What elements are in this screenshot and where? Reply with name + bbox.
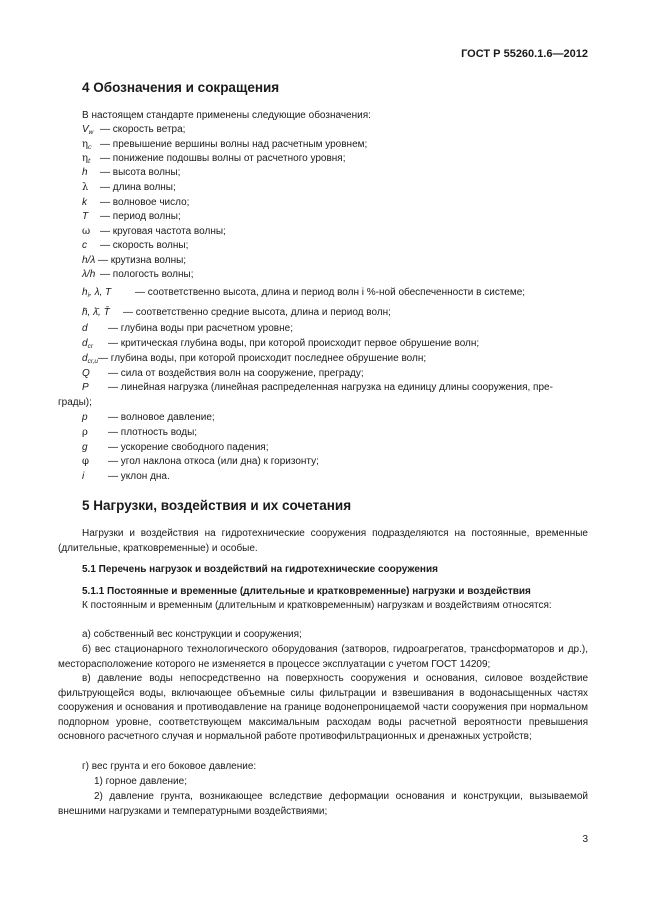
symbol-definition: — длина волны; [100, 182, 176, 193]
symbol [82, 367, 90, 381]
symbol-definition: — угол наклона откоса (или дна) к горизонту; [108, 456, 319, 467]
symbol-subscript: cr [87, 343, 93, 350]
symbol [82, 196, 87, 210]
symbol [82, 181, 88, 195]
symbol-main: d [82, 323, 88, 334]
symbol-definition: — скорость ветра; [100, 124, 186, 135]
symbol-subscript: c [88, 143, 92, 151]
symbol [82, 254, 95, 268]
section-4-title: 4 Обозначения и сокращения [82, 80, 280, 95]
subsection-5-1-1-title: 5.1.1 Постоянные и временные (длительные и кратковременные) нагрузки и воздействия [82, 586, 531, 597]
section-4-intro: В настоящем стандарте применены следующие обозначения: [82, 110, 371, 121]
symbol [82, 286, 111, 303]
section-5-title: 5 Нагрузки, воздействия и их сочетания [82, 498, 352, 513]
symbol-main: φ [82, 456, 90, 467]
symbol [82, 210, 88, 224]
symbol-main: ρ [82, 427, 88, 438]
symbol-main: h [82, 287, 88, 298]
symbol-main: ω [82, 226, 91, 237]
symbol-definition: — крутизна волны; [98, 255, 187, 266]
symbol-definition: — скорость волны; [100, 240, 189, 251]
section-5-intro: Нагрузки и воздействия на гидротехнические сооружения подразделяются на постоянные, временные (длительные, кратковременные) и особые. [58, 528, 588, 554]
symbol-main: h [82, 167, 88, 178]
symbol [82, 441, 88, 455]
symbol-main: T [82, 211, 89, 222]
symbol-main: h̄, λ̄, T̄ [82, 307, 110, 318]
symbol-main: d [82, 338, 88, 349]
symbol-main: g [82, 442, 88, 453]
symbol [82, 322, 88, 336]
list-item-g-1: 1) горное давление; [94, 776, 187, 787]
symbol-definition: — ускорение свободного падения; [108, 442, 269, 453]
symbol-subscript: t [88, 157, 91, 165]
symbol-definition: — уклон дна. [108, 471, 170, 482]
symbol-definition: — волновое давление; [108, 412, 215, 423]
symbol [82, 225, 90, 239]
standard-code-header: ГОСТ Р 55260.1.6—2012 [461, 48, 588, 60]
symbol-subscript: w [88, 129, 94, 136]
page-number: 3 [582, 834, 588, 845]
list-item-b: б) вес стационарного технологического оборудования (затворов, гидроагрегатов, трансформаторов и др.), месторасположение которого не изменяется в процессе эксплуатации с учетом ГОСТ 14209; [58, 644, 588, 670]
subsection-5-1-title: 5.1 Перечень нагрузок и воздействий на гидротехнические сооружения [82, 564, 438, 575]
symbol [82, 166, 88, 180]
list-item-g-2: 2) давление грунта, возникающее вследствие деформации основания и конструкции, вызываемой внешними нагрузками и температурными воздействиями; [58, 791, 588, 817]
symbol-main: k [82, 197, 87, 208]
list-item-v: в) давление воды непосредственно на поверхность сооружения и основания, силовое воздействие фильтрующейся воды, включающее объемные силы фильтрации и взвешивания в водонасыщенных частях сооружения и основания и противодавление на границе водонепроницаемой части сооружения при нормальном подпорном уровне, соответствующем максимальным расходам воды расчетной вероятности превышения основного расчетного случая и нормальной работе противофильтрационных и дренажных устройств; [58, 673, 588, 743]
symbol-definition: — линейная нагрузка (линейная распределенная нагрузка на единицу длины сооружения, пре- [108, 382, 553, 393]
symbol-subscript: i [87, 292, 90, 299]
symbol-main: η [82, 153, 88, 164]
symbol [82, 381, 89, 395]
symbol-definition: — глубина воды, при которой происходит последнее обрушение волн; [98, 353, 427, 364]
symbol-main: λ [82, 182, 89, 193]
symbol-main: λ/h [82, 269, 96, 280]
symbol-main: η [82, 139, 88, 150]
symbol-definition: — волновое число; [100, 197, 190, 208]
symbol-main: P [82, 382, 89, 393]
symbol-definition: — плотность воды; [108, 427, 198, 438]
symbol-definition: — пологость волны; [100, 269, 194, 280]
symbol-definition: — превышение вершины волны над расчетным уровнем; [100, 139, 368, 150]
symbol [82, 470, 84, 484]
symbol-definition: — соответственно высота, длина и период волн i %-ной обеспеченности в системе; [135, 287, 526, 298]
symbol-main: h/λ [82, 255, 96, 266]
symbol [82, 455, 89, 469]
symbol-main: Q [82, 368, 90, 379]
symbol-definition: — глубина воды при расчетном уровне; [108, 323, 293, 334]
symbol [82, 411, 88, 425]
symbol-main: i [82, 471, 85, 482]
symbol-definition: — круговая частота волны; [100, 226, 226, 237]
symbol-main: d [82, 353, 88, 364]
symbol-subscript: cr,u [87, 358, 99, 365]
symbol-definition: — сила от воздействия волн на сооружение, преграду; [108, 368, 364, 379]
symbol-definition: — критическая глубина воды, при которой происходит первое обрушение волн; [108, 338, 480, 349]
symbol-main: p [82, 412, 88, 423]
symbol-main: V [82, 124, 89, 135]
symbol-definition: — высота волны; [100, 167, 181, 178]
symbol-rest: , λ, T [89, 287, 112, 298]
symbol [82, 268, 95, 282]
symbol [82, 306, 110, 320]
symbol [82, 239, 87, 253]
symbol-main: c [82, 240, 87, 251]
symbol-definition: — соответственно средние высота, длина и период волн; [123, 307, 391, 318]
p-definition-continuation: грады); [58, 397, 92, 408]
paragraph-intro-list: К постоянным и временным (длительным и кратковременным) нагрузкам и воздействиям относятся: [82, 600, 552, 611]
symbol-definition: — период волны; [100, 211, 181, 222]
list-item-a: а) собственный вес конструкции и сооружения; [82, 629, 302, 640]
symbol-definition: — понижение подошвы волны от расчетного уровня; [100, 153, 346, 164]
list-item-g: г) вес грунта и его боковое давление: [82, 761, 257, 772]
symbol [82, 426, 88, 440]
